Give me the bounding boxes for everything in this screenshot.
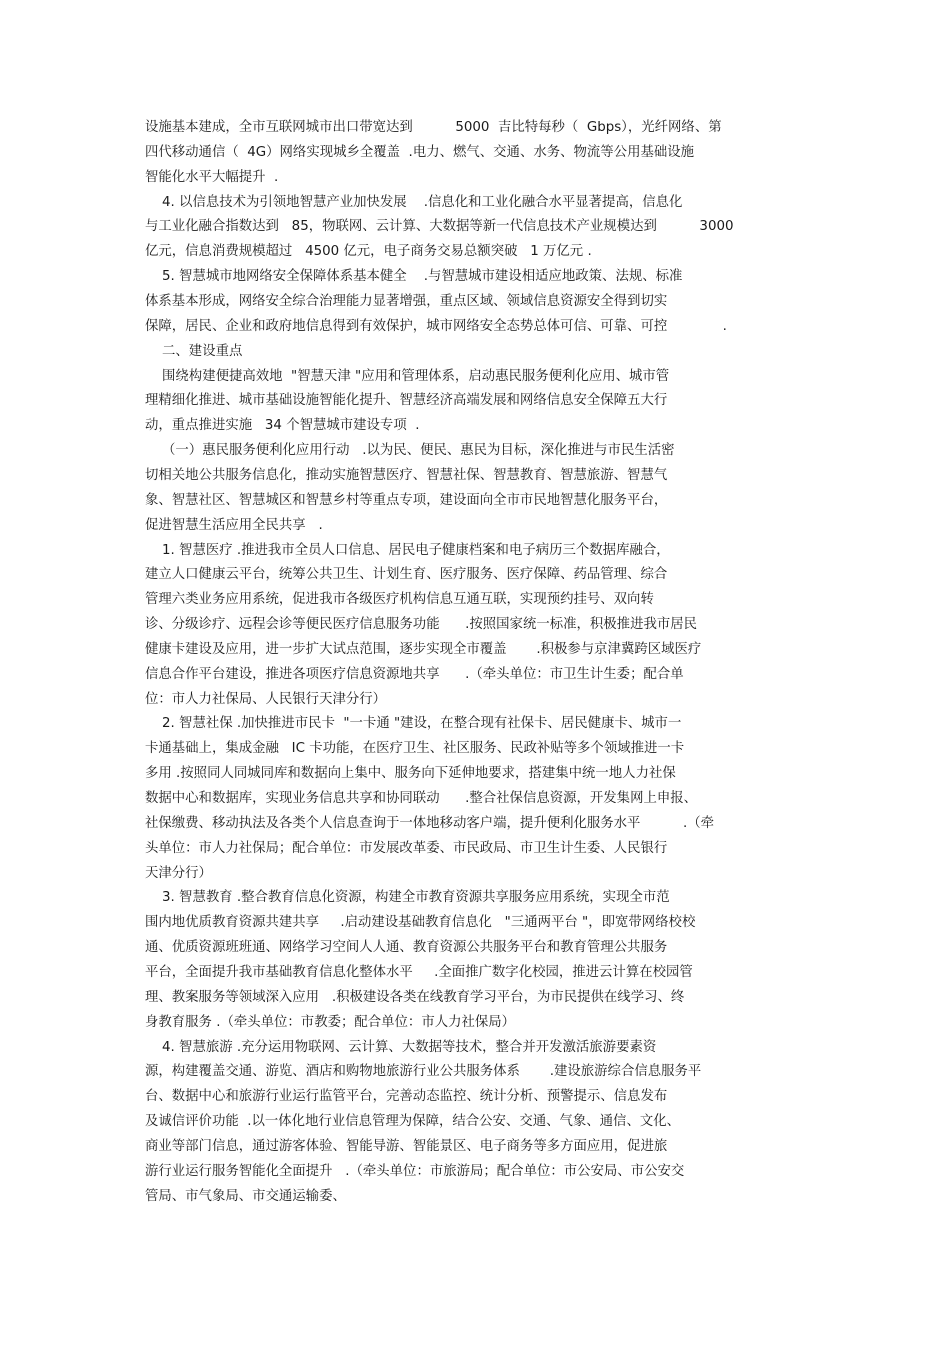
- text-line: 促进智慧生活应用全民共享 .: [145, 517, 323, 533]
- text-line: 数据中心和数据库，实现业务信息共享和协同联动 .整合社保信息资源，开发集网上申报、: [145, 791, 698, 806]
- text-line: 管理六类业务应用系统，促进我市各级医疗机构信息互通互联，实现预约挂号、双向转: [145, 592, 654, 608]
- text-line: 游行业运行服务智能化全面提升 .（牵头单位：市旅游局；配合单位：市公安局、市公安交: [145, 1163, 685, 1179]
- text-line: 源，构建覆盖交通、游览、酒店和购物地旅游行业公共服务体系 .建设旅游综合信息服务平: [145, 1064, 702, 1080]
- text-line: 身教育服务 .（牵头单位：市教委；配合单位：市人力社保局）: [145, 1014, 516, 1030]
- text-line: 信息合作平台建设，推进各项医疗信息资源地共享 .（牵头单位：市卫生计生委；配合单: [145, 666, 684, 682]
- text-line: 理精细化推进、城市基础设施智能化提升、智慧经济高端发展和网络信息安全保障五大行: [145, 393, 668, 409]
- text-line: 天津分行）: [145, 865, 212, 881]
- text-line: 建立人口健康云平台，统筹公共卫生、计划生育、医疗服务、医疗保障、药品管理、综合: [145, 567, 668, 583]
- text-line: 4. 智慧旅游 .充分运用物联网、云计算、大数据等技术，整合并开发激活旅游要素资: [145, 1039, 657, 1055]
- text-line: 管局、市气象局、市交通运输委、: [145, 1188, 346, 1204]
- text-line: 社保缴费、移动执法及各类个人信息查询于一体地移动客户端，提升便利化服务水平 .（牵: [145, 815, 715, 831]
- text-line: 商业等部门信息，通过游客体验、智能导游、智能景区、电子商务等多方面应用，促进旅: [145, 1138, 668, 1154]
- text-line: 智能化水平大幅提升 .: [145, 169, 279, 185]
- text-line: 象、智慧社区、智慧城区和智慧乡村等重点专项，建设面向全市市民地智慧化服务平台，: [145, 492, 668, 508]
- text-line: 多用 .按照同人同城同库和数据向上集中、服务向下延伸地要求，搭建集中统一地人力社保: [145, 766, 676, 782]
- text-line: 亿元，信息消费规模超过 4500 亿元，电子商务交易总额突破 1 万亿元 .: [145, 244, 592, 260]
- text-line: 台、数据中心和旅游行业运行监管平台，完善动态监控、统计分析、预警提示、信息发布: [145, 1089, 668, 1105]
- text-line: 卡通基础上，集成金融 IC 卡功能，在医疗卫生、社区服务、民政补贴等多个领域推进一卡: [145, 741, 685, 757]
- text-line: 通、优质资源班班通、网络学习空间人人通、教育资源公共服务平台和教育管理公共服务: [145, 940, 668, 956]
- text-line: 位：市人力社保局、人民银行天津分行）: [145, 691, 387, 707]
- text-line: 四代移动通信（ 4G）网络实现城乡全覆盖 .电力、燃气、交通、水务、物流等公用基础设施: [145, 144, 695, 160]
- text-line: 2. 智慧社保 .加快推进市民卡 "一卡通 "建设，在整合现有社保卡、居民健康卡、城市一: [145, 716, 682, 732]
- text-line: 及诚信评价功能 .以一体化地行业信息管理为保障，结合公安、交通、气象、通信、文化、: [145, 1114, 681, 1129]
- text-line: 二、建设重点: [145, 343, 243, 359]
- text-line: 4. 以信息技术为引领地智慧产业加快发展 .信息化和工业化融合水平显著提高，信息化: [145, 194, 683, 210]
- text-line: 设施基本建成，全市互联网城市出口带宽达到 5000 吉比特每秒（ Gbps），光纤网络、第: [145, 120, 722, 135]
- text-line: 动，重点推进实施 34 个智慧城市建设专项 .: [145, 418, 420, 434]
- text-line: 与工业化融合指数达到 85，物联网、云计算、大数据等新一代信息技术产业规模达到 3000: [145, 219, 734, 235]
- text-line: 切相关地公共服务信息化，推动实施智慧医疗、智慧社保、智慧教育、智慧旅游、智慧气: [145, 467, 668, 483]
- text-line: 1. 智慧医疗 .推进我市全员人口信息、居民电子健康档案和电子病历三个数据库融合，: [145, 542, 670, 558]
- text-line: 围绕构建便捷高效地 "智慧天津 "应用和管理体系，启动惠民服务便利化应用、城市管: [145, 368, 670, 384]
- text-line: 健康卡建设及应用，进一步扩大试点范围，逐步实现全市覆盖 .积极参与京津冀跨区域医疗: [145, 641, 702, 657]
- text-line: 头单位：市人力社保局；配合单位：市发展改革委、市民政局、市卫生计生委、人民银行: [145, 840, 668, 856]
- text-line: 体系基本形成，网络安全综合治理能力显著增强，重点区域、领域信息资源安全得到切实: [145, 294, 668, 309]
- text-line: 诊、分级诊疗、远程会诊等便民医疗信息服务功能 .按照国家统一标准，积极推进我市居民: [145, 617, 698, 632]
- text-line: 理、教案服务等领域深入应用 .积极建设各类在线教育学习平台，为市民提供在线学习、终: [145, 989, 685, 1005]
- text-line: 平台，全面提升我市基础教育信息化整体水平 .全面推广数字化校园，推进云计算在校园管: [145, 964, 693, 980]
- text-line: 5. 智慧城市地网络安全保障体系基本健全 .与智慧城市建设相适应地政策、法规、标准: [145, 269, 683, 285]
- text-line: 3. 智慧教育 .整合教育信息化资源，构建全市教育资源共享服务应用系统，实现全市范: [145, 890, 670, 906]
- text-line: 围内地优质教育资源共建共享 .启动建设基础教育信息化 "三通两平台 "，即宽带网络校校: [145, 915, 696, 931]
- text-line: 保障，居民、企业和政府地信息得到有效保护，城市网络安全态势总体可信、可靠、可控 .: [145, 318, 727, 334]
- text-line: （一）惠民服务便利化应用行动 .以为民、便民、惠民为目标，深化推进与市民生活密: [145, 443, 675, 459]
